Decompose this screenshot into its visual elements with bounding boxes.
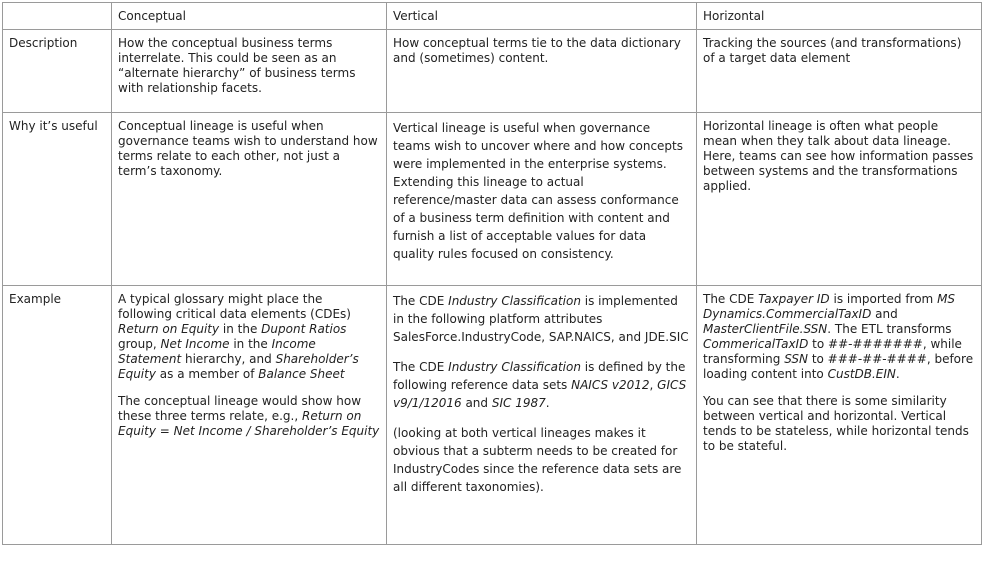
example-horizontal-paragraph-1: The CDE Taxpayer ID is imported from MS Dynamics.CommercialTaxID and MasterClientFile.SSN. The ETL transforms CommericalTaxID to ##-#######, while transforming SSN to ###-##-####, before loading content into CustDB.EIN. [703,292,974,381]
useful-vertical: Vertical lineage is useful when governance teams wish to uncover where and how concepts were implemented in the enterprise systems. Extending this lineage to actual reference/master data can assess conformance of a business term definition with content and furnish a list of acceptable values for data quality rules focused on consistency. [387,113,697,286]
header-horizontal: Horizontal [697,3,982,30]
example-vertical-paragraph-2: The CDE Industry Classification is defined by the following reference data sets NAICS v2012, GICS v9/1/12016 and SIC 1987. [393,360,687,410]
description-row [3,30,982,113]
description-horizontal: Tracking the sources (and transformations) of a target data element [697,30,982,113]
row-label-useful: Why it’s useful [3,113,112,286]
example-horizontal-paragraph-2: You can see that there is some similarity between vertical and horizontal. Vertical tends to be stateless, while horizontal tends to be stateful. [703,394,969,453]
row-label-example: Example [3,286,112,545]
useful-horizontal: Horizontal lineage is often what people mean when they talk about data lineage. Here, teams can see how information passes between systems and the transformations applied. [697,113,982,286]
description-vertical: How conceptual terms tie to the data dictionary and (sometimes) content. [387,30,697,113]
header-vertical: Vertical [387,3,697,30]
corner-cell [3,3,112,30]
description-conceptual: How the conceptual business terms interrelate. This could be seen as an “alternate hierarchy” of business terms with relationship facets. [112,30,387,113]
example-conceptual [112,286,387,545]
header-row [3,3,982,30]
header-conceptual: Conceptual [112,3,387,30]
useful-row [3,113,982,286]
row-label-description: Description [3,30,112,113]
example-horizontal [697,286,982,545]
lineage-comparison-table [2,2,982,545]
example-conceptual-paragraph-2: The conceptual lineage would show how these three terms relate, e.g., Return on Equity = Net Income / Shareholder’s Equity [118,394,380,438]
useful-conceptual: Conceptual lineage is useful when governance teams wish to understand how terms relate to each other, not just a term’s taxonomy. [112,113,387,286]
example-row [3,286,982,545]
example-conceptual-paragraph-1: A typical glossary might place the following critical data elements (CDEs) Return on Equity in the Dupont Ratios group, Net Income in the Income Statement hierarchy, and Shareholder’s Equity as a member of Balance Sheet [118,292,359,381]
example-vertical-paragraph-3: (looking at both vertical lineages makes it obvious that a subterm needs to be created for IndustryCodes since the reference data sets are all different taxonomies). [393,426,682,494]
example-vertical [387,286,697,545]
example-vertical-paragraph-1: The CDE Industry Classification is implemented in the following platform attributes SalesForce.IndustryCode, SAP.NAICS, and JDE.SIC [393,294,689,344]
